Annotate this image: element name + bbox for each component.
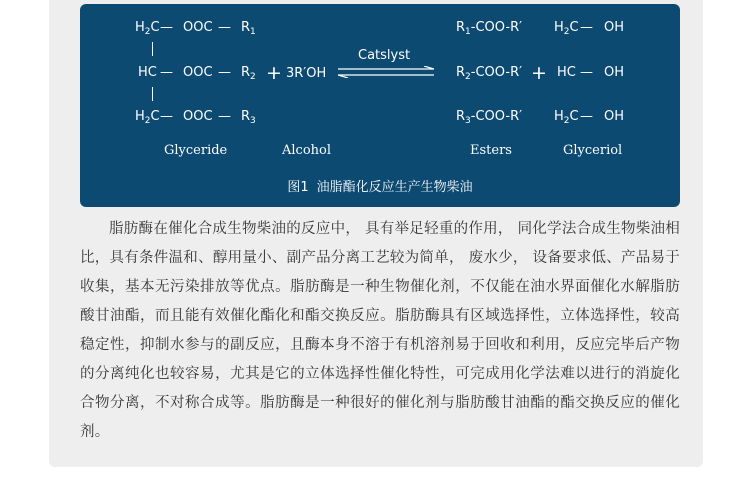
alcohol-formula: 3R′OH (286, 66, 327, 81)
glyceride-row-1-r (241, 20, 256, 36)
plus-sign-products: + (531, 62, 547, 84)
glycerol-row-1-oh: OH (604, 20, 625, 35)
glycerol-row-3 (554, 109, 579, 125)
catalyst-label: Catslyst (358, 48, 411, 63)
ester-row-3-r: R (456, 109, 466, 124)
glyceride-row-3-link: OOC (183, 109, 213, 124)
glyceride-row-3-bond-2: — (218, 109, 231, 124)
glyceride-row-3-r-letter: R (241, 109, 251, 124)
glycerol-row-3-oh: OH (604, 109, 625, 124)
ester-row-2 (456, 65, 522, 81)
glycerol-row-2-head: HC (557, 65, 576, 80)
glyceride-row-1-head: H (135, 20, 145, 35)
glycerol-row-1-head-sub: 2 (563, 27, 570, 37)
glycerol-row-1 (554, 20, 579, 36)
ester-row-3-r-sub: 3 (465, 116, 471, 126)
glyceride-row-3 (135, 109, 160, 125)
glycerol-row-3-head: H (554, 109, 564, 124)
glyceride-row-1-head-tail: C (150, 20, 160, 35)
glycerol-row-3-head-tail: C (569, 109, 579, 124)
ester-row-1-tail: -COO-R′ (470, 20, 523, 35)
ester-row-1-r: R (456, 20, 466, 35)
glyceride-vertical-bond-1 (152, 42, 153, 56)
glycerol-row-1-head-tail: C (569, 20, 579, 35)
glyceride-row-3-bond-1: — (160, 109, 173, 124)
ester-row-2-r: R (456, 65, 466, 80)
glyceride-row-1-bond-2: — (218, 20, 231, 35)
glyceride-row-3-head: H (135, 109, 145, 124)
glyceride-row-1 (135, 20, 160, 36)
body-paragraph: 脂肪酶在催化合成生物柴油的反应中， 具有举足轻重的作用， 同化学法合成生物柴油相比，具有条件温和、醇用量小、副产品分离工艺较为简单， 废水少， 设备要求低、产品易于收集，基本无污染排放等优点。脂肪酶是一种生物催化剂，不仅能在油水界面催化水解脂肪酸甘油酯，而且能有效催化酯化和酯交换反应。脂肪酶具有区域选择性，立体选择性，较高稳定性，抑制水参与的副反应，且酶本身不溶于有机溶剂易于回收和利用，反应完毕后产物的分离纯化也较容易，尤其是它的立体选择性催化特性，可完成用化学法难以进行的消旋化合物分离，不对称合成等。脂肪酶是一种很好的催化剂与脂肪酸甘油酯的酯交换反应的催化剂。 (80, 221, 680, 440)
glycerol-row-2 (557, 65, 576, 81)
figure-caption (80, 176, 680, 195)
glyceride-row-2-r (241, 65, 256, 81)
glycerol-row-2-bond: — (580, 65, 593, 80)
glyceride-row-1-head-sub: 2 (144, 27, 151, 37)
glyceride-row-3-r (241, 109, 256, 125)
glyceride-row-1-bond-1: — (160, 20, 173, 35)
label-esters: Esters (470, 143, 512, 158)
plus-sign-reactants: + (266, 62, 282, 84)
glyceride-row-2-link: OOC (183, 65, 213, 80)
glyceride-row-2-r-letter: R (241, 65, 251, 80)
glyceride-row-1-r-sub: 1 (250, 27, 256, 37)
glyceride-row-2-bond-1: — (160, 65, 173, 80)
glyceride-row-2-r-sub: 2 (250, 72, 256, 82)
ester-row-3 (456, 109, 522, 125)
glyceride-row-2-head: HC (138, 65, 157, 80)
ester-row-1 (456, 20, 522, 36)
ester-row-3-tail: -COO-R′ (470, 109, 523, 124)
glyceride-row-2-bond-2: — (218, 65, 231, 80)
label-glyceriol: Glyceriol (563, 143, 623, 158)
content-card (49, 0, 703, 467)
figure-number: 图1 (287, 180, 309, 195)
figure-caption-text: 油脂酯化反应生产生物柴油 (316, 180, 473, 195)
glycerol-row-1-bond: — (580, 20, 593, 35)
equilibrium-arrow-icon (338, 66, 434, 78)
glyceride-row-3-head-sub: 2 (144, 116, 151, 126)
glyceride-row-1-r-letter: R (241, 20, 251, 35)
glycerol-row-1-head: H (554, 20, 564, 35)
glyceride-row-3-head-tail: C (150, 109, 160, 124)
ester-row-1-r-sub: 1 (465, 27, 471, 37)
glyceride-vertical-bond-2 (152, 87, 153, 101)
glycerol-row-3-head-sub: 2 (563, 116, 570, 126)
glyceride-row-2 (138, 65, 157, 81)
ester-row-2-r-sub: 2 (465, 72, 471, 82)
glycerol-row-3-bond: — (580, 109, 593, 124)
ester-row-2-tail: -COO-R′ (470, 65, 523, 80)
label-glyceride: Glyceride (164, 143, 228, 158)
label-alcohol: Alcohol (282, 143, 332, 158)
glycerol-row-2-oh: OH (604, 65, 625, 80)
glyceride-row-1-link: OOC (183, 20, 213, 35)
glyceride-row-3-r-sub: 3 (250, 116, 256, 126)
reaction-figure (80, 4, 680, 207)
